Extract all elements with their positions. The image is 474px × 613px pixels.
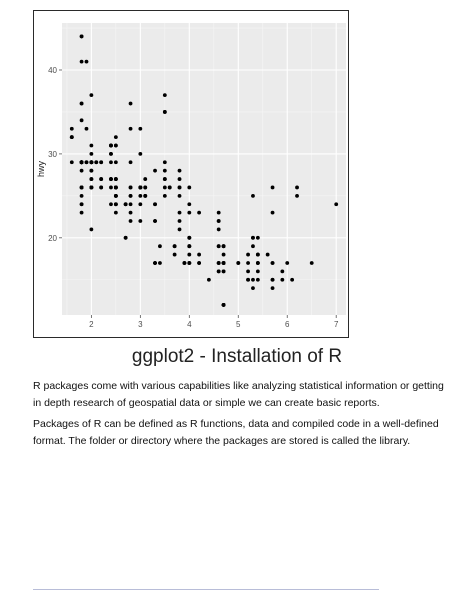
data-point bbox=[251, 236, 255, 240]
data-point bbox=[251, 244, 255, 248]
data-point bbox=[280, 278, 284, 282]
data-point bbox=[217, 219, 221, 223]
data-point bbox=[217, 269, 221, 273]
data-point bbox=[80, 202, 84, 206]
data-point bbox=[99, 177, 103, 181]
data-point bbox=[178, 211, 182, 215]
data-point bbox=[129, 127, 133, 131]
data-point bbox=[143, 186, 147, 190]
data-point bbox=[295, 194, 299, 198]
data-point bbox=[187, 186, 191, 190]
y-tick-label: 40 bbox=[48, 65, 57, 75]
data-point bbox=[271, 278, 275, 282]
data-point bbox=[183, 261, 187, 265]
data-point bbox=[256, 278, 260, 282]
data-point bbox=[178, 194, 182, 198]
data-point bbox=[222, 261, 226, 265]
data-point bbox=[89, 93, 93, 97]
scatter-plot bbox=[34, 11, 350, 339]
data-point bbox=[80, 102, 84, 106]
data-point bbox=[89, 152, 93, 156]
y-tick-label: 30 bbox=[48, 149, 57, 159]
data-point bbox=[158, 244, 162, 248]
data-point bbox=[114, 202, 118, 206]
data-point bbox=[114, 177, 118, 181]
data-point bbox=[246, 261, 250, 265]
data-point bbox=[129, 160, 133, 164]
data-point bbox=[310, 261, 314, 265]
paragraph-packages-definition: Packages of R can be defined as R functions, data and compiled code in a well-defined format. The folder or directory where the packages are stored is called the library. bbox=[33, 418, 439, 447]
data-point bbox=[70, 160, 74, 164]
x-tick-label: 3 bbox=[138, 320, 143, 329]
x-tick-label: 4 bbox=[187, 320, 192, 329]
data-point bbox=[80, 160, 84, 164]
data-point bbox=[334, 202, 338, 206]
data-point bbox=[173, 253, 177, 257]
data-point bbox=[80, 169, 84, 173]
data-point bbox=[70, 127, 74, 131]
data-point bbox=[271, 261, 275, 265]
data-point bbox=[143, 194, 147, 198]
y-axis-ticks bbox=[48, 66, 62, 243]
data-point bbox=[178, 186, 182, 190]
data-point bbox=[158, 261, 162, 265]
data-point bbox=[163, 194, 167, 198]
data-point bbox=[99, 160, 103, 164]
data-point bbox=[256, 261, 260, 265]
data-point bbox=[222, 253, 226, 257]
data-point bbox=[251, 286, 255, 290]
chart-figure bbox=[33, 10, 349, 338]
data-point bbox=[153, 169, 157, 173]
data-point bbox=[138, 186, 142, 190]
data-point bbox=[290, 278, 294, 282]
data-point bbox=[129, 202, 133, 206]
data-point bbox=[109, 186, 113, 190]
data-point bbox=[187, 202, 191, 206]
x-tick-label: 2 bbox=[89, 320, 94, 329]
data-point bbox=[266, 253, 270, 257]
data-point bbox=[271, 211, 275, 215]
footer-divider bbox=[33, 589, 379, 590]
data-point bbox=[109, 152, 113, 156]
data-point bbox=[256, 236, 260, 240]
data-point bbox=[80, 211, 84, 215]
data-point bbox=[295, 186, 299, 190]
data-point bbox=[129, 186, 133, 190]
data-point bbox=[236, 261, 240, 265]
data-point bbox=[94, 160, 98, 164]
data-point bbox=[163, 177, 167, 181]
data-point bbox=[89, 186, 93, 190]
data-point bbox=[280, 269, 284, 273]
data-point bbox=[163, 93, 167, 97]
data-point bbox=[129, 102, 133, 106]
data-point bbox=[80, 194, 84, 198]
data-point bbox=[187, 211, 191, 215]
data-point bbox=[138, 202, 142, 206]
data-point bbox=[178, 219, 182, 223]
data-point bbox=[222, 269, 226, 273]
data-point bbox=[251, 194, 255, 198]
data-point bbox=[197, 253, 201, 257]
data-point bbox=[80, 35, 84, 39]
data-point bbox=[197, 211, 201, 215]
data-point bbox=[129, 194, 133, 198]
data-point bbox=[89, 177, 93, 181]
data-point bbox=[222, 244, 226, 248]
data-point bbox=[85, 60, 89, 64]
data-point bbox=[138, 194, 142, 198]
data-point bbox=[138, 127, 142, 131]
x-tick-label: 6 bbox=[285, 320, 290, 329]
data-point bbox=[271, 286, 275, 290]
x-tick-label: 7 bbox=[333, 320, 339, 329]
y-axis-title: hwy bbox=[36, 160, 46, 178]
data-point bbox=[163, 169, 167, 173]
data-point bbox=[85, 127, 89, 131]
data-point bbox=[178, 228, 182, 232]
data-point bbox=[114, 211, 118, 215]
data-point bbox=[89, 160, 93, 164]
data-point bbox=[80, 118, 84, 122]
data-point bbox=[124, 202, 128, 206]
data-point bbox=[89, 144, 93, 148]
data-point bbox=[178, 177, 182, 181]
data-point bbox=[251, 278, 255, 282]
figure-caption: ggplot2 - Installation of R bbox=[131, 346, 343, 367]
data-point bbox=[178, 169, 182, 173]
data-point bbox=[153, 219, 157, 223]
paragraph-packages-capabilities: R packages come with various capabilities like analyzing statistical information or getting in depth research of geospatial data or simple we can create basic reports. bbox=[33, 380, 444, 409]
data-point bbox=[124, 236, 128, 240]
data-point bbox=[222, 303, 226, 307]
data-point bbox=[99, 186, 103, 190]
data-point bbox=[70, 135, 74, 139]
data-point bbox=[153, 202, 157, 206]
data-point bbox=[129, 219, 133, 223]
data-point bbox=[114, 160, 118, 164]
data-point bbox=[187, 244, 191, 248]
data-point bbox=[256, 253, 260, 257]
y-tick-label: 20 bbox=[48, 233, 57, 243]
data-point bbox=[246, 269, 250, 273]
data-point bbox=[114, 144, 118, 148]
data-point bbox=[89, 169, 93, 173]
data-point bbox=[129, 211, 133, 215]
data-point bbox=[217, 228, 221, 232]
x-tick-label: 5 bbox=[236, 320, 241, 329]
data-point bbox=[271, 186, 275, 190]
data-point bbox=[109, 202, 113, 206]
data-point bbox=[80, 186, 84, 190]
data-point bbox=[109, 177, 113, 181]
data-point bbox=[109, 144, 113, 148]
data-point bbox=[114, 194, 118, 198]
x-axis-ticks bbox=[89, 315, 339, 329]
data-point bbox=[168, 186, 172, 190]
data-point bbox=[285, 261, 289, 265]
data-point bbox=[173, 244, 177, 248]
plot-panel bbox=[62, 23, 346, 315]
data-point bbox=[217, 244, 221, 248]
data-point bbox=[246, 253, 250, 257]
data-point bbox=[187, 261, 191, 265]
data-point bbox=[163, 160, 167, 164]
data-point bbox=[114, 135, 118, 139]
data-point bbox=[80, 60, 84, 64]
data-point bbox=[197, 261, 201, 265]
data-point bbox=[89, 228, 93, 232]
data-point bbox=[207, 278, 211, 282]
data-point bbox=[109, 160, 113, 164]
data-point bbox=[114, 186, 118, 190]
data-point bbox=[138, 219, 142, 223]
data-point bbox=[187, 236, 191, 240]
data-point bbox=[138, 152, 142, 156]
data-point bbox=[246, 278, 250, 282]
data-point bbox=[163, 186, 167, 190]
data-point bbox=[143, 177, 147, 181]
data-point bbox=[217, 211, 221, 215]
data-point bbox=[153, 261, 157, 265]
data-point bbox=[217, 261, 221, 265]
data-point bbox=[163, 110, 167, 114]
data-point bbox=[187, 253, 191, 257]
data-point bbox=[85, 160, 89, 164]
data-point bbox=[256, 269, 260, 273]
